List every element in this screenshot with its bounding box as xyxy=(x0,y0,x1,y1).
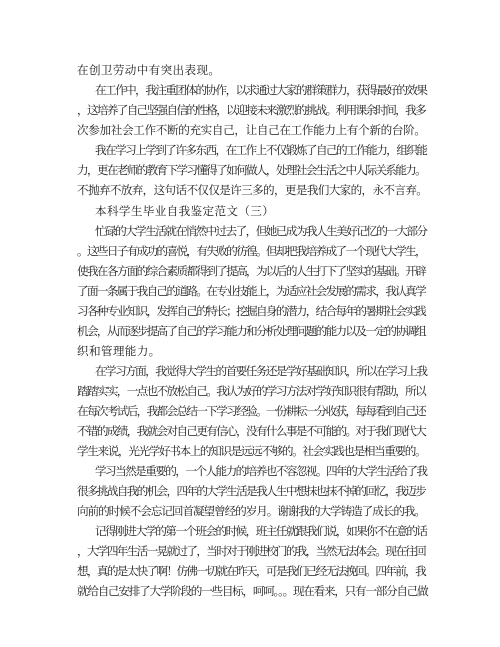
text-line: 机会，从而逐步提高了自己的学习能力和分析处理问题的能力以及一定的协调组 xyxy=(77,324,426,338)
text-line: 就给自己安排了大学阶段的一些目标，呵呵。。。现在看来，只有一部分自己做 xyxy=(77,584,428,598)
text-line: 不抛弃不放弃，这句话不仅仅是许三多的，更是我们大家的，永不言弃。 xyxy=(77,183,428,197)
text-line: 在学习方面，我觉得大学生的首要任务还是学好基础知识，所以在学习上我 xyxy=(95,364,427,378)
text-line: 在工作中，我注重团体的协作，以求通过大家的群策群力，获得最好的效果 xyxy=(95,83,427,97)
text-line: 次参加社会工作不断的充实自己，让自己在工作能力上有个新的台阶。 xyxy=(77,123,426,137)
text-line: 很多挑战自我的机会，四年的大学生活是我人生中想抹也抹不掉的回忆，我迈步 xyxy=(77,484,426,498)
text-line: 使我在各方面的综合素质都得到了提高，为以后的人生打下了坚实的基础。开辟 xyxy=(77,264,426,278)
text-line: 我在学习上学到了许多东西，在工作上不仅锻炼了自己的工作能力，组织能 xyxy=(95,143,427,157)
text-line: 织和管理能力。 xyxy=(77,344,161,358)
text-line: 在创卫劳动中有突出表现。 xyxy=(77,63,221,77)
text-line: 向前的时候不会忘记回首凝望曾经的岁月。谢谢我的大学铸造了成长的我。 xyxy=(77,504,425,518)
text-line: 。这些日子有成功的喜悦，有失败的彷徨。但却把我培养成了一个现代大学生， xyxy=(77,244,426,258)
text-line: 记得刚进大学的第一个班会的时候，班主任就跟我们说，如果你不在意的话 xyxy=(95,524,427,538)
text-line: 在每次考试后，我都会总结一下学习经验。一份耕耘一分收获，每每看到自己还 xyxy=(77,404,426,418)
text-line: 不错的成绩，我就会对自己更有信心，没有什么事是不可能的。对于我们现代大 xyxy=(77,424,426,438)
text-line: 学生来说，光光学好书本上的知识是远远不够的。社会实践也是相当重要的。 xyxy=(77,444,426,458)
text-line: 想，真的是太快了啊！仿佛一切就在昨天，可是我们已经无法挽回。四年前，我 xyxy=(77,564,426,578)
text-line: 踏踏实实，一点也不放松自己。我认为好的学习方法对学好知识很有帮助，所以 xyxy=(77,384,426,398)
text-line: ，大学四年生活一晃就过了，当时对于刚进校门的我，当然无法体会。现在往回 xyxy=(77,544,426,558)
section-title: 本科学生毕业自我鉴定范文（三） xyxy=(95,204,275,218)
text-line: 力，更在老师的教育下学习懂得了如何做人，处理社会生活之中人际关系能力。 xyxy=(77,163,426,177)
text-line: 了面一条属于我自己的道路。在专业技能上，为适应社会发展的需求，我认真学 xyxy=(77,284,426,298)
text-line: 忙碌的大学生活就在悄然中过去了，但她已成为我人生美好记忆的一大部分 xyxy=(95,224,427,238)
text-line: ，这培养了自己坚强自信的性格，以迎接未来激烈的挑战。利用课余时间，我多 xyxy=(77,103,426,117)
text-line: 学习当然是重要的，一个人能力的培养也不容忽视。四年的大学生活给了我 xyxy=(95,464,427,478)
text-line: 习各种专业知识，发挥自己的特长；挖掘自身的潜力，结合每年的暑期社会实践 xyxy=(77,304,426,318)
